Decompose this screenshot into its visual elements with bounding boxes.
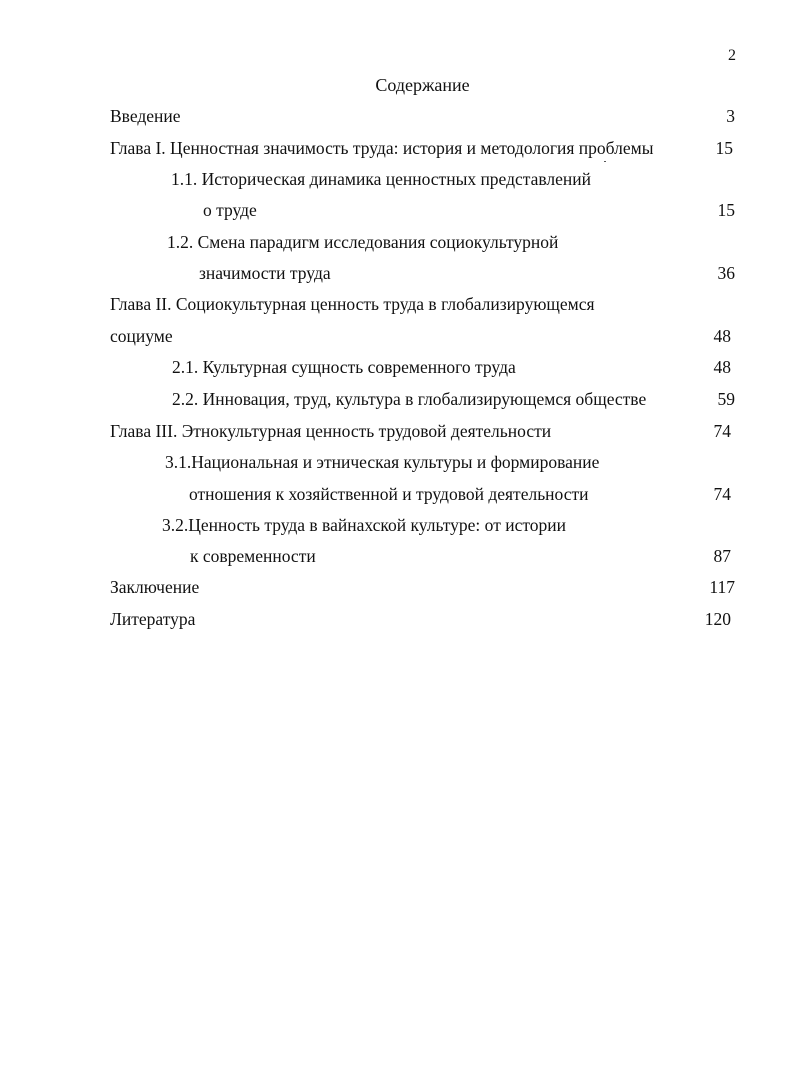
toc-title: Содержание [375, 75, 470, 95]
toc-entry-page: 15 [715, 138, 733, 158]
toc-entry-page: 15 [717, 200, 735, 220]
toc-entry-page: 74 [713, 484, 731, 504]
toc-entry-text: отношения к хозяйственной и трудовой деятельности [189, 484, 589, 504]
toc-entry-page: 120 [704, 609, 731, 629]
scan-speck [604, 161, 606, 162]
toc-entry-text: 3.2.Ценность труда в вайнахской культуре: от истории [162, 515, 566, 535]
toc-entry-text: 1.2. Смена парадигм исследования социокультурной [167, 232, 559, 252]
toc-entry-text: Глава III. Этнокультурная ценность трудовой деятельности [110, 421, 552, 441]
toc-entry-page: 36 [717, 263, 735, 283]
toc-entry-text: Литература [110, 609, 196, 629]
toc-entry-text: к современности [190, 546, 316, 566]
toc-entry-page: 48 [713, 326, 731, 346]
toc-entry-page: 87 [713, 546, 731, 566]
toc-entry-text: Глава II. Социокультурная ценность труда в глобализирующемся [110, 294, 595, 314]
toc-entry-page: 59 [717, 389, 735, 409]
toc-entry-page: 74 [713, 421, 731, 441]
toc-entry-text: о труде [203, 200, 257, 220]
toc-entry-text: Введение [110, 106, 181, 126]
toc-entry-text: 2.2. Инновация, труд, культура в глобализирующемся обществе [172, 389, 647, 409]
page-number: 2 [728, 47, 736, 64]
toc-entry-text: Заключение [110, 577, 200, 597]
toc-entry-page: 48 [713, 357, 731, 377]
toc-entry-page: 117 [709, 577, 735, 597]
toc-entry-text: 1.1. Историческая динамика ценностных представлений [171, 169, 592, 189]
toc-entry-text: 2.1. Культурная сущность современного труда [172, 357, 516, 377]
toc-entry-page: 3 [726, 106, 735, 126]
toc-entry-text: 3.1.Национальная и этническая культуры и формирование [165, 452, 600, 472]
toc-entry-text: социуме [110, 326, 173, 346]
toc-entry-text: значимости труда [199, 263, 331, 283]
toc-entry-text: Глава I. Ценностная значимость труда: история и методология проблемы [110, 138, 654, 158]
